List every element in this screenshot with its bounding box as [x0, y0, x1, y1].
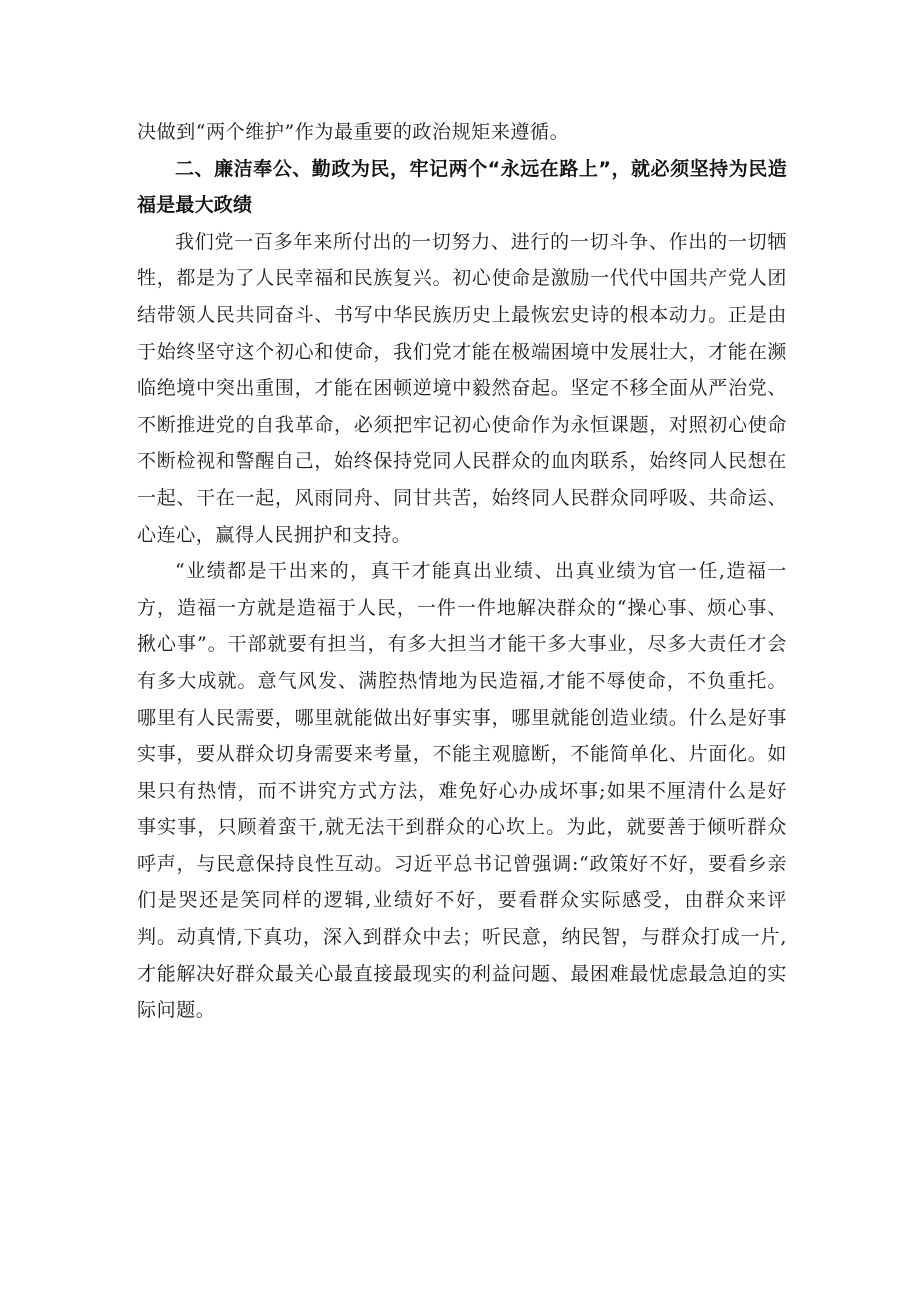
document-body	[137, 114, 787, 1029]
paragraph-achievements: “业绩都是干出来的，真干才能真出业绩、出真业绩为官一任,造福一方，造福一方就是造福于人民，一件一件地解决群众的“操心事、烦心事、揪心事”。干部就要有担当，有多大担当才能干多大事业，尽多大责任才会有多大成就。意气风发、满腔热情地为民造福,才能不辱使命，不负重托。哪里有人民需要，哪里就能做出好事实事，哪里就能创造业绩。什么是好事实事，要从群众切身需要来考量，不能主观臆断，不能简单化、片面化。如果只有热情，而不讲究方式方法，难免好心办成坏事;如果不厘清什么是好事实事，只顾着蛮干,就无法干到群众的心坎上。为此，就要善于倾听群众呼声，与民意保持良性互动。习近平总书记曾强调:“政策好不好，要看乡亲们是哭还是笑同样的逻辑,业绩好不好，要看群众实际感受，由群众来评判。动真情,下真功，深入到群众中去；听民意，纳民智，与群众打成一片,才能解决好群众最关心最直接最现实的利益问题、最困难最忧虑最急迫的实际问题。	[137, 560, 787, 1022]
section-heading-2: 二、廉洁奉公、勤政为民，牢记两个“永远在路上”，就必须坚持为民造福是最大政绩	[137, 157, 787, 217]
paragraph-continuation: 决做到“两个维护”作为最重要的政治规矩来遵循。	[137, 121, 570, 143]
paragraph-initial-mission: 我们党一百多年来所付出的一切努力、进行的一切斗争、作出的一切牺牲，都是为了人民幸福和民族复兴。初心使命是激励一代代中国共产党人团结带领人民共同奋斗、书写中华民族历史上最恢宏史诗的根本动力。正是由于始终坚守这个初心和使命，我们党才能在极端困境中发展壮大，才能在濒临绝境中突出重围，才能在困顿逆境中毅然奋起。坚定不移全面从严治党、不断推进党的自我革命，必须把牢记初心使命作为永恒课题，对照初心使命不断检视和警醒自己，始终保持党同人民群众的血肉联系，始终同人民想在一起、干在一起，风雨同舟、同甘共苦，始终同人民群众同呼吸、共命运、心连心，赢得人民拥护和支持。	[137, 230, 787, 546]
